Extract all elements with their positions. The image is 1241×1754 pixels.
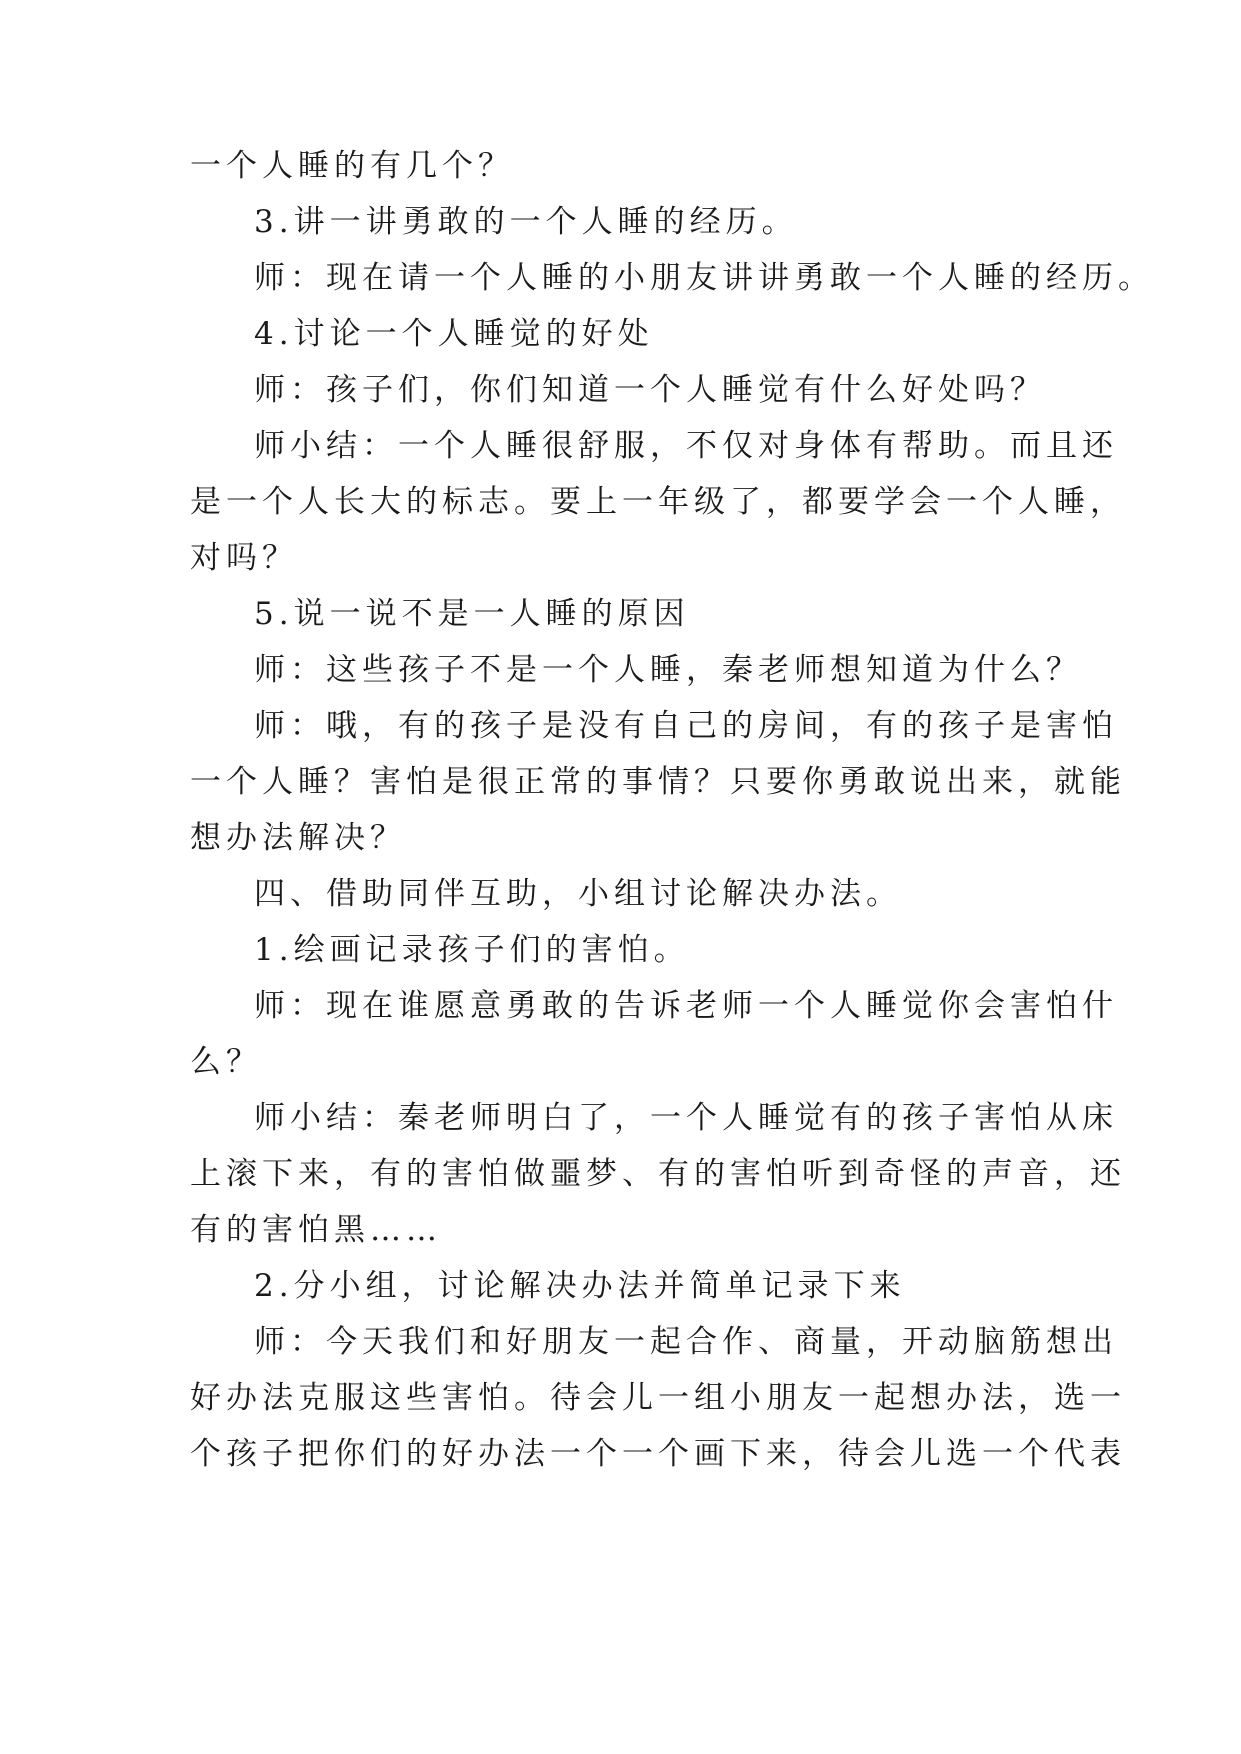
text-line: 师小结：秦老师明白了，一个人睡觉有的孩子害怕从床 [254, 1100, 1118, 1136]
text-line: 5.说一说不是一人睡的原因 [254, 596, 690, 632]
text-line: 么？ [190, 1044, 262, 1080]
text-line: 一个人睡的有几个？ [190, 148, 514, 184]
text-line: 师：这些孩子不是一个人睡，秦老师想知道为什么？ [254, 652, 1082, 688]
text-line: 四、借助同伴互助，小组讨论解决办法。 [254, 876, 902, 912]
text-line: 师小结：一个人睡很舒服，不仅对身体有帮助。而且还 [254, 428, 1118, 464]
text-line: 有的害怕黑…… [190, 1212, 442, 1248]
text-line: 1.绘画记录孩子们的害怕。 [254, 932, 690, 968]
text-line: 上滚下来，有的害怕做噩梦、有的害怕听到奇怪的声音，还 [190, 1156, 1126, 1192]
text-line: 师：现在请一个人睡的小朋友讲讲勇敢一个人睡的经历。 [254, 260, 1154, 296]
text-line: 师：哦，有的孩子是没有自己的房间，有的孩子是害怕 [254, 708, 1118, 744]
text-line: 好办法克服这些害怕。待会儿一组小朋友一起想办法，选一 [190, 1380, 1126, 1416]
text-line: 2.分小组，讨论解决办法并简单记录下来 [254, 1268, 906, 1304]
text-line: 3.讲一讲勇敢的一个人睡的经历。 [254, 204, 798, 240]
text-line: 师：孩子们，你们知道一个人睡觉有什么好处吗？ [254, 372, 1046, 408]
text-line: 个孩子把你们的好办法一个一个画下来，待会儿选一个代表 [190, 1436, 1126, 1472]
text-line: 一个人睡？害怕是很正常的事情？只要你勇敢说出来，就能 [190, 764, 1126, 800]
text-line: 师：现在谁愿意勇敢的告诉老师一个人睡觉你会害怕什 [254, 988, 1118, 1024]
text-line: 是一个人长大的标志。要上一年级了，都要学会一个人睡， [190, 484, 1126, 520]
text-line: 对吗？ [190, 540, 298, 576]
text-line: 想办法解决？ [190, 820, 406, 856]
text-line: 师：今天我们和好朋友一起合作、商量，开动脑筋想出 [254, 1324, 1118, 1360]
text-line: 4.讨论一个人睡觉的好处 [254, 316, 654, 352]
